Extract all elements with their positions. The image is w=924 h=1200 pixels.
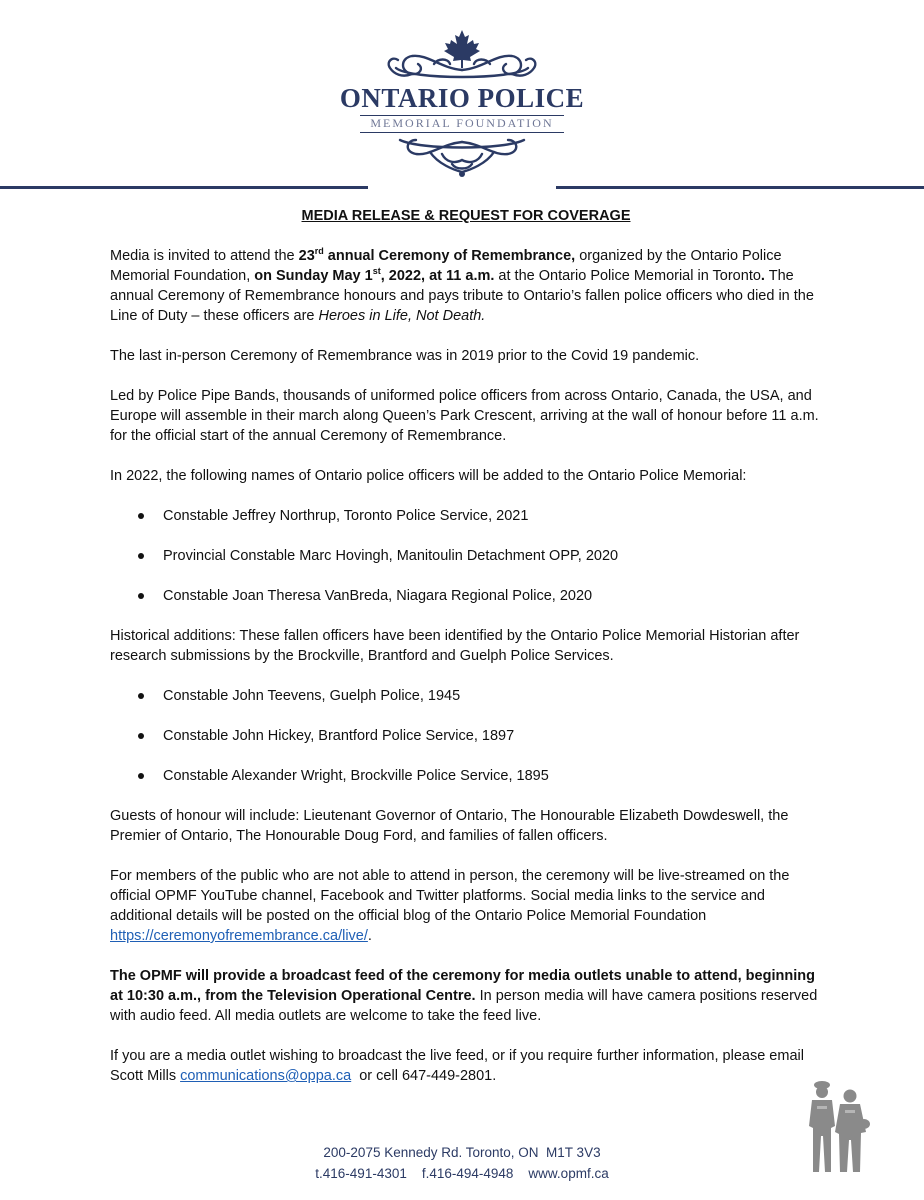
officer-name: Constable Jeffrey Northrup, Toronto Police Service, 2021: [163, 508, 529, 524]
officer-name: Constable John Hickey, Brantford Police Service, 1897: [163, 728, 515, 744]
livestream-link[interactable]: https://ceremonyofremembrance.ca/live/: [110, 928, 368, 944]
footer-address: 200-2075 Kennedy Rd. Toronto, ON M1T 3V3: [323, 1145, 601, 1160]
bullet-icon: [138, 733, 144, 739]
page-title: MEDIA RELEASE & REQUEST FOR COVERAGE: [301, 208, 631, 224]
header-rule-right: [556, 186, 924, 189]
intro-text: at the Ontario Police Memorial in Toronto: [494, 268, 761, 284]
logo-subtitle: MEMORIAL FOUNDATION: [370, 116, 554, 130]
list-item: [110, 726, 822, 746]
officers-historical-list: [110, 686, 822, 786]
list-item: [110, 766, 822, 786]
pipe-bands-paragraph: Led by Police Pipe Bands, thousands of uniformed police officers from across Ontario, Canada, the USA, and Europe will assemble in their march along Queen’s Park Crescent, arriving at the wall of honour before 11 a.m. for the official start of the annual Ceremony of Remembrance.: [110, 388, 819, 444]
historical-paragraph: Historical additions: These fallen officers have been identified by the Ontario Police Memorial Historian after research submissions by the Brockville, Brantford and Guelph Police Services.: [110, 628, 800, 664]
intro-date: [254, 268, 494, 284]
intro-text: Media is invited to attend the: [110, 248, 299, 264]
intro-paragraph: [110, 246, 822, 326]
last-in-person-paragraph: The last in-person Ceremony of Remembrance was in 2019 prior to the Covid 19 pandemic.: [110, 348, 700, 364]
date-time: , 2022, at 11 a.m.: [380, 268, 495, 284]
police-statue-icon: [798, 1076, 878, 1176]
livestream-paragraph: [110, 866, 822, 946]
bullet-icon: [138, 513, 144, 519]
livestream-period: .: [367, 928, 372, 944]
email-link[interactable]: communications@oppa.ca: [180, 1068, 352, 1084]
footer: [250, 1142, 674, 1184]
contact-phone: or cell 647-449-2801.: [351, 1068, 497, 1084]
intro-bold: [299, 248, 576, 264]
names-intro-paragraph: In 2022, the following names of Ontario police officers will be added to the Ontario Police Memorial:: [110, 468, 747, 484]
list-item: [110, 586, 822, 606]
officers-2022-list: [110, 506, 822, 606]
bullet-icon: [138, 693, 144, 699]
footer-contacts: t.416-491-4301 f.416-494-4948 www.opmf.ca: [315, 1166, 609, 1181]
officer-name: Constable Alexander Wright, Brockville Police Service, 1895: [163, 768, 549, 784]
officer-name: Provincial Constable Marc Hovingh, Manitoulin Detachment OPP, 2020: [163, 548, 619, 564]
contact-paragraph: [110, 1046, 822, 1086]
bullet-icon: [138, 593, 144, 599]
contact-text: If you are a media outlet wishing to broadcast the live feed, or if you require further information, please email Scott Mills: [110, 1048, 804, 1084]
logo-title: ONTARIO POLICE: [339, 83, 585, 113]
broadcast-paragraph: [110, 966, 822, 1026]
guests-paragraph: Guests of honour will include: Lieutenant Governor of Ontario, The Honourable Elizabeth Dowdeswell, the Premier of Ontario, The Honourable Doug Ford, and families of fallen officers.: [110, 808, 789, 844]
release-body: [110, 206, 822, 1106]
ordinal-number: 23: [298, 248, 315, 264]
list-item: [110, 506, 822, 526]
broadcast-text: In person media will have camera positions reserved with audio feed. All media outlets are welcome to take the feed live.: [110, 988, 818, 1024]
officer-name: Constable John Teevens, Guelph Police, 1945: [163, 688, 461, 704]
list-item: [110, 546, 822, 566]
ordinal-suffix: rd: [314, 246, 324, 257]
header-rule-left: [0, 186, 368, 189]
event-name: annual Ceremony of Remembrance,: [323, 248, 576, 264]
bullet-icon: [138, 773, 144, 779]
intro-text: organized by the Ontario Police Memorial Foundation,: [110, 248, 782, 284]
logo-divider: [360, 132, 564, 133]
bullet-icon: [138, 553, 144, 559]
broadcast-bold: The OPMF will provide a broadcast feed of the ceremony for media outlets unable to attend, beginning at 10:30 a.m., from the Television Operational Centre.: [110, 968, 815, 1004]
date-suffix: st: [372, 266, 381, 277]
intro-text: The annual Ceremony of Remembrance honours and pays tribute to Ontario’s fallen police officers who died in the Line of Duty – these officers are: [110, 268, 814, 324]
opmf-logo: [330, 24, 594, 184]
intro-period: .: [760, 268, 765, 284]
list-item: [110, 686, 822, 706]
livestream-text: For members of the public who are not able to attend in person, the ceremony will be live-streamed on the official OPMF YouTube channel, Facebook and Twitter platforms. Social media links to the service and additional details will be posted on the official blog of the Ontario Police Memorial Foundation: [110, 868, 790, 924]
officer-name: Constable Joan Theresa VanBreda, Niagara Regional Police, 2020: [163, 588, 593, 604]
motto-text: Heroes in Life, Not Death.: [318, 308, 486, 324]
date-text: on Sunday May 1: [254, 268, 373, 284]
